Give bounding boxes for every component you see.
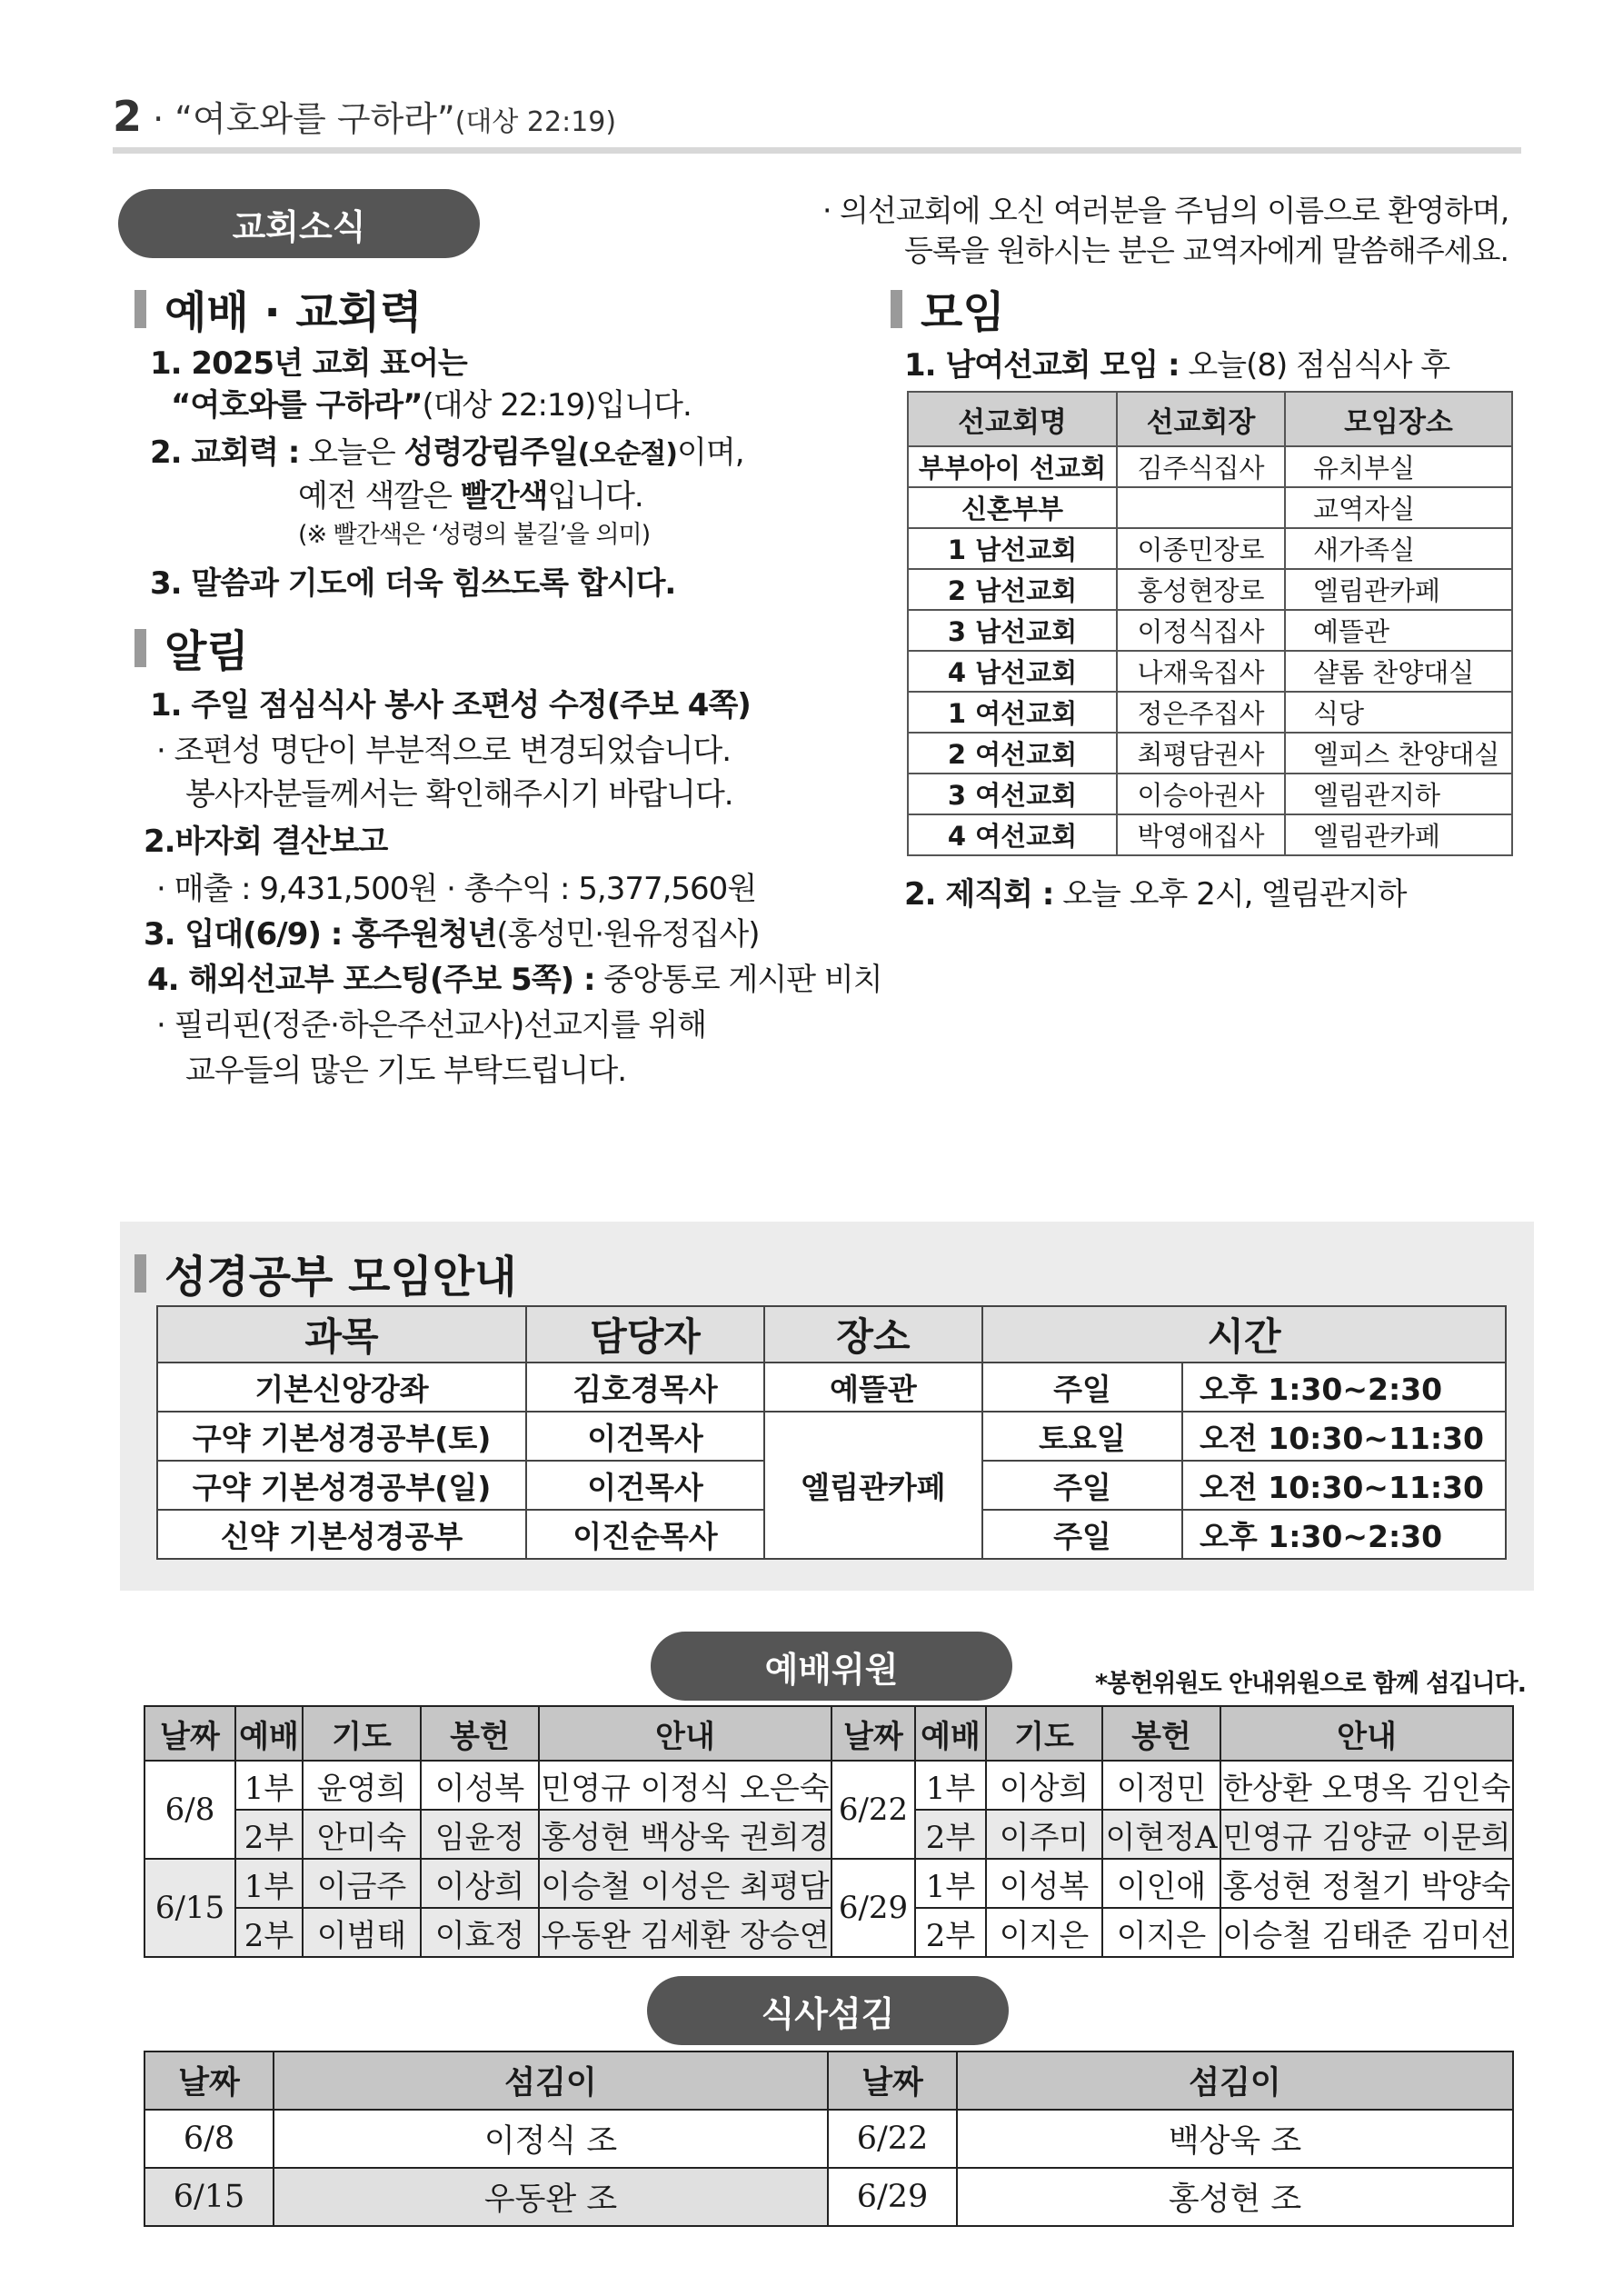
cell-date: 6/15 bbox=[144, 2168, 274, 2226]
cell-guide: 홍성현 정철기 박양숙 bbox=[1220, 1859, 1513, 1908]
cell-prayer: 이성복 bbox=[986, 1859, 1102, 1908]
cell-prayer: 이금주 bbox=[303, 1859, 421, 1908]
notice-section-title bbox=[134, 616, 249, 679]
cell-leader: 이정식집사 bbox=[1117, 610, 1285, 651]
cell-prayer: 안미숙 bbox=[303, 1810, 421, 1859]
col-header: 봉헌 bbox=[421, 1706, 539, 1761]
cell-service: 1부 bbox=[235, 1859, 303, 1908]
col-header: 안내 bbox=[1220, 1706, 1513, 1761]
cell-service: 1부 bbox=[915, 1859, 986, 1908]
col-header: 과목 bbox=[157, 1306, 526, 1363]
col-header: 섬김이 bbox=[957, 2051, 1513, 2110]
col-header: 봉헌 bbox=[1102, 1706, 1220, 1761]
meeting-line-1: 1. 남여선교회 모임 : 오늘(8) 점심식사 후 bbox=[904, 347, 1450, 384]
col-header: 예배 bbox=[235, 1706, 303, 1761]
page-header bbox=[113, 91, 616, 141]
worship-line-3: 2. 교회력 : 오늘은 성령강림주일(오순절)이며, bbox=[150, 434, 744, 471]
welcome-line-1: · 의선교회에 오신 여러분을 주님의 이름으로 환영하며, bbox=[822, 193, 1509, 228]
cell-name: 4 여선교회 bbox=[908, 814, 1117, 855]
cell-server: 백상욱 조 bbox=[957, 2110, 1513, 2168]
cell-offering: 이현정A bbox=[1102, 1810, 1220, 1859]
col-header: 담당자 bbox=[526, 1306, 764, 1363]
notice-line-8: · 필리핀(정준·하은주선교사)선교지를 위해 bbox=[156, 1007, 707, 1043]
table-row bbox=[908, 651, 1512, 692]
cell-name: 1 남선교회 bbox=[908, 528, 1117, 569]
cell-leader: 나재욱집사 bbox=[1117, 651, 1285, 692]
cell-guide: 홍성현 백상욱 권희경 bbox=[539, 1810, 831, 1859]
header-ref: (대상 22:19) bbox=[454, 106, 617, 138]
welcome-line-2: 등록을 원하시는 분은 교역자에게 말씀해주세요. bbox=[904, 233, 1509, 268]
cell-place: 엘림관카페 bbox=[764, 1412, 982, 1559]
table-row bbox=[157, 1363, 1506, 1412]
meeting-table bbox=[907, 391, 1513, 856]
cell-leader: 김주식집사 bbox=[1117, 446, 1285, 487]
cell-offering: 이인애 bbox=[1102, 1859, 1220, 1908]
cell-leader: 정은주집사 bbox=[1117, 692, 1285, 733]
cell-course: 구약 기본성경공부(일) bbox=[157, 1461, 526, 1510]
table-row bbox=[144, 1761, 1513, 1810]
cell-day: 주일 bbox=[982, 1363, 1182, 1412]
col-header: 안내 bbox=[539, 1706, 831, 1761]
cell-place: 유치부실 bbox=[1285, 446, 1512, 487]
meal-pill: 식사섬김 bbox=[647, 1976, 1009, 2045]
cell-leader: 이종민장로 bbox=[1117, 528, 1285, 569]
cell-prayer: 윤영희 bbox=[303, 1761, 421, 1810]
cell-time: 오전 10:30~11:30 bbox=[1182, 1461, 1506, 1510]
col-header: 선교회장 bbox=[1117, 392, 1285, 446]
cell-leader bbox=[1117, 487, 1285, 528]
cell-place: 엘림관카페 bbox=[1285, 814, 1512, 855]
cell-leader: 이건목사 bbox=[526, 1412, 764, 1461]
table-row bbox=[908, 487, 1512, 528]
cell-prayer: 이범태 bbox=[303, 1908, 421, 1957]
worship-line-6: 3. 말씀과 기도에 더욱 힘쓰도록 합시다. bbox=[150, 565, 676, 602]
table-row bbox=[908, 610, 1512, 651]
cell-date: 6/29 bbox=[828, 2168, 957, 2226]
committee-note: *봉헌위원도 안내위원으로 함께 섬깁니다. bbox=[1095, 1670, 1526, 1698]
worship-line-1: 1. 2025년 교회 표어는 bbox=[150, 345, 467, 382]
worship-committee-table bbox=[144, 1705, 1514, 1958]
header-rule bbox=[113, 147, 1521, 154]
table-row bbox=[157, 1412, 1506, 1461]
bible-study-table bbox=[156, 1305, 1507, 1560]
cell-offering: 이성복 bbox=[421, 1761, 539, 1810]
cell-name: 3 남선교회 bbox=[908, 610, 1117, 651]
table-row bbox=[144, 1859, 1513, 1908]
worship-title-text: 예배 · 교회력 bbox=[164, 287, 423, 338]
cell-time: 오후 1:30~2:30 bbox=[1182, 1363, 1506, 1412]
meeting-title-text: 모임 bbox=[921, 287, 1005, 338]
cell-date: 6/15 bbox=[144, 1859, 235, 1957]
col-header: 날짜 bbox=[144, 1706, 235, 1761]
table-row bbox=[908, 692, 1512, 733]
cell-course: 기본신앙강좌 bbox=[157, 1363, 526, 1412]
notice-title-text: 알림 bbox=[164, 626, 249, 677]
cell-offering: 이정민 bbox=[1102, 1761, 1220, 1810]
cell-place: 엘림관지하 bbox=[1285, 774, 1512, 814]
cell-service: 2부 bbox=[915, 1908, 986, 1957]
cell-date: 6/22 bbox=[831, 1761, 915, 1859]
cell-name: 3 여선교회 bbox=[908, 774, 1117, 814]
col-header: 예배 bbox=[915, 1706, 986, 1761]
cell-guide: 우동완 김세환 장승연 bbox=[539, 1908, 831, 1957]
header-dot: · bbox=[153, 99, 164, 139]
table-header-row bbox=[144, 1706, 1513, 1761]
cell-prayer: 이주미 bbox=[986, 1810, 1102, 1859]
cell-place: 식당 bbox=[1285, 692, 1512, 733]
cell-place: 교역자실 bbox=[1285, 487, 1512, 528]
cell-place: 샬롬 찬양대실 bbox=[1285, 651, 1512, 692]
cell-name: 신혼부부 bbox=[908, 487, 1117, 528]
cell-prayer: 이상희 bbox=[986, 1761, 1102, 1810]
col-header: 장소 bbox=[764, 1306, 982, 1363]
table-header-row bbox=[908, 392, 1512, 446]
table-row bbox=[908, 774, 1512, 814]
notice-line-3: 봉사자분들께서는 확인해주시기 바랍니다. bbox=[185, 776, 733, 813]
col-header: 기도 bbox=[986, 1706, 1102, 1761]
cell-server: 우동완 조 bbox=[274, 2168, 828, 2226]
notice-line-4: 2.바자회 결산보고 bbox=[144, 824, 388, 860]
cell-service: 1부 bbox=[915, 1761, 986, 1810]
cell-offering: 이지은 bbox=[1102, 1908, 1220, 1957]
section-bar bbox=[134, 629, 146, 667]
bible-section-title bbox=[134, 1242, 517, 1304]
cell-course: 신약 기본성경공부 bbox=[157, 1510, 526, 1559]
col-header: 선교회명 bbox=[908, 392, 1117, 446]
cell-course: 구약 기본성경공부(토) bbox=[157, 1412, 526, 1461]
cell-place: 새가족실 bbox=[1285, 528, 1512, 569]
news-pill: 교회소식 bbox=[118, 189, 480, 258]
cell-guide: 한상환 오명옥 김인숙 bbox=[1220, 1761, 1513, 1810]
table-row bbox=[908, 733, 1512, 774]
notice-line-7: 4. 해외선교부 포스팅(주보 5쪽) : 중앙통로 게시판 비치 bbox=[147, 962, 882, 998]
table-row bbox=[908, 814, 1512, 855]
worship-line-4: 예전 색깔은 빨간색입니다. bbox=[298, 478, 643, 514]
cell-server: 이정식 조 bbox=[274, 2110, 828, 2168]
cell-leader: 이진순목사 bbox=[526, 1510, 764, 1559]
cell-leader: 최평담권사 bbox=[1117, 733, 1285, 774]
table-row bbox=[144, 1908, 1513, 1957]
cell-offering: 임윤정 bbox=[421, 1810, 539, 1859]
worship-line-2: “여호와를 구하라”(대상 22:19)입니다. bbox=[171, 387, 692, 424]
cell-service: 1부 bbox=[235, 1761, 303, 1810]
cell-guide: 이승철 김태준 김미선 bbox=[1220, 1908, 1513, 1957]
cell-name: 1 여선교회 bbox=[908, 692, 1117, 733]
notice-line-6: 3. 입대(6/9) : 홍주원청년(홍성민·원유정집사) bbox=[144, 916, 760, 953]
cell-place: 엘피스 찬양대실 bbox=[1285, 733, 1512, 774]
notice-line-1: 1. 주일 점심식사 봉사 조편성 수정(주보 4쪽) bbox=[150, 687, 751, 724]
cell-guide: 이승철 이성은 최평담 bbox=[539, 1859, 831, 1908]
meeting-section-title bbox=[891, 277, 1005, 340]
worship-line-5: (※ 빨간색은 ‘성령의 불길’을 의미) bbox=[298, 521, 651, 549]
cell-date: 6/8 bbox=[144, 1761, 235, 1859]
page-number: 2 bbox=[113, 92, 143, 141]
col-header: 날짜 bbox=[831, 1706, 915, 1761]
cell-offering: 이상희 bbox=[421, 1859, 539, 1908]
cell-date: 6/22 bbox=[828, 2110, 957, 2168]
table-header-row bbox=[157, 1306, 1506, 1363]
col-header: 날짜 bbox=[828, 2051, 957, 2110]
cell-name: 4 남선교회 bbox=[908, 651, 1117, 692]
cell-guide: 민영규 이정식 오은숙 bbox=[539, 1761, 831, 1810]
table-row bbox=[144, 1810, 1513, 1859]
cell-service: 2부 bbox=[235, 1810, 303, 1859]
col-header: 섬김이 bbox=[274, 2051, 828, 2110]
committee-pill: 예배위원 bbox=[651, 1632, 1012, 1701]
cell-day: 토요일 bbox=[982, 1412, 1182, 1461]
cell-date: 6/8 bbox=[144, 2110, 274, 2168]
header-title: “여호와를 구하라” bbox=[174, 99, 455, 139]
cell-service: 2부 bbox=[235, 1908, 303, 1957]
meeting-line-2: 2. 제직회 : 오늘 오후 2시, 엘림관지하 bbox=[904, 876, 1407, 913]
cell-prayer: 이지은 bbox=[986, 1908, 1102, 1957]
cell-day: 주일 bbox=[982, 1510, 1182, 1559]
notice-line-2: · 조편성 명단이 부분적으로 변경되었습니다. bbox=[156, 733, 732, 769]
col-header: 모임장소 bbox=[1285, 392, 1512, 446]
table-row bbox=[908, 569, 1512, 610]
cell-service: 2부 bbox=[915, 1810, 986, 1859]
cell-time: 오후 1:30~2:30 bbox=[1182, 1510, 1506, 1559]
cell-place: 예뜰관 bbox=[1285, 610, 1512, 651]
notice-line-9: 교우들의 많은 기도 부탁드립니다. bbox=[185, 1053, 627, 1089]
col-header: 시간 bbox=[982, 1306, 1506, 1363]
section-bar bbox=[891, 290, 902, 328]
cell-name: 부부아이 선교회 bbox=[908, 446, 1117, 487]
worship-section-title bbox=[134, 277, 423, 340]
table-header-row bbox=[144, 2051, 1513, 2110]
cell-server: 홍성현 조 bbox=[957, 2168, 1513, 2226]
cell-place: 엘림관카페 bbox=[1285, 569, 1512, 610]
cell-name: 2 남선교회 bbox=[908, 569, 1117, 610]
table-row bbox=[908, 528, 1512, 569]
col-header: 날짜 bbox=[144, 2051, 274, 2110]
section-bar bbox=[134, 1254, 146, 1293]
col-header: 기도 bbox=[303, 1706, 421, 1761]
cell-date: 6/29 bbox=[831, 1859, 915, 1957]
cell-leader: 홍성현장로 bbox=[1117, 569, 1285, 610]
table-row bbox=[908, 446, 1512, 487]
meal-service-table bbox=[144, 2051, 1514, 2227]
cell-leader: 이건목사 bbox=[526, 1461, 764, 1510]
cell-time: 오전 10:30~11:30 bbox=[1182, 1412, 1506, 1461]
table-row bbox=[144, 2110, 1513, 2168]
cell-guide: 민영규 김양균 이문희 bbox=[1220, 1810, 1513, 1859]
cell-place: 예뜰관 bbox=[764, 1363, 982, 1412]
cell-offering: 이효정 bbox=[421, 1908, 539, 1957]
cell-leader: 김호경목사 bbox=[526, 1363, 764, 1412]
bible-title-text: 성경공부 모임안내 bbox=[164, 1252, 517, 1303]
table-row bbox=[144, 2168, 1513, 2226]
notice-line-5: · 매출 : 9,431,500원 · 총수익 : 5,377,560원 bbox=[156, 871, 757, 907]
cell-day: 주일 bbox=[982, 1461, 1182, 1510]
section-bar bbox=[134, 290, 146, 328]
cell-name: 2 여선교회 bbox=[908, 733, 1117, 774]
cell-leader: 박영애집사 bbox=[1117, 814, 1285, 855]
cell-leader: 이승아권사 bbox=[1117, 774, 1285, 814]
